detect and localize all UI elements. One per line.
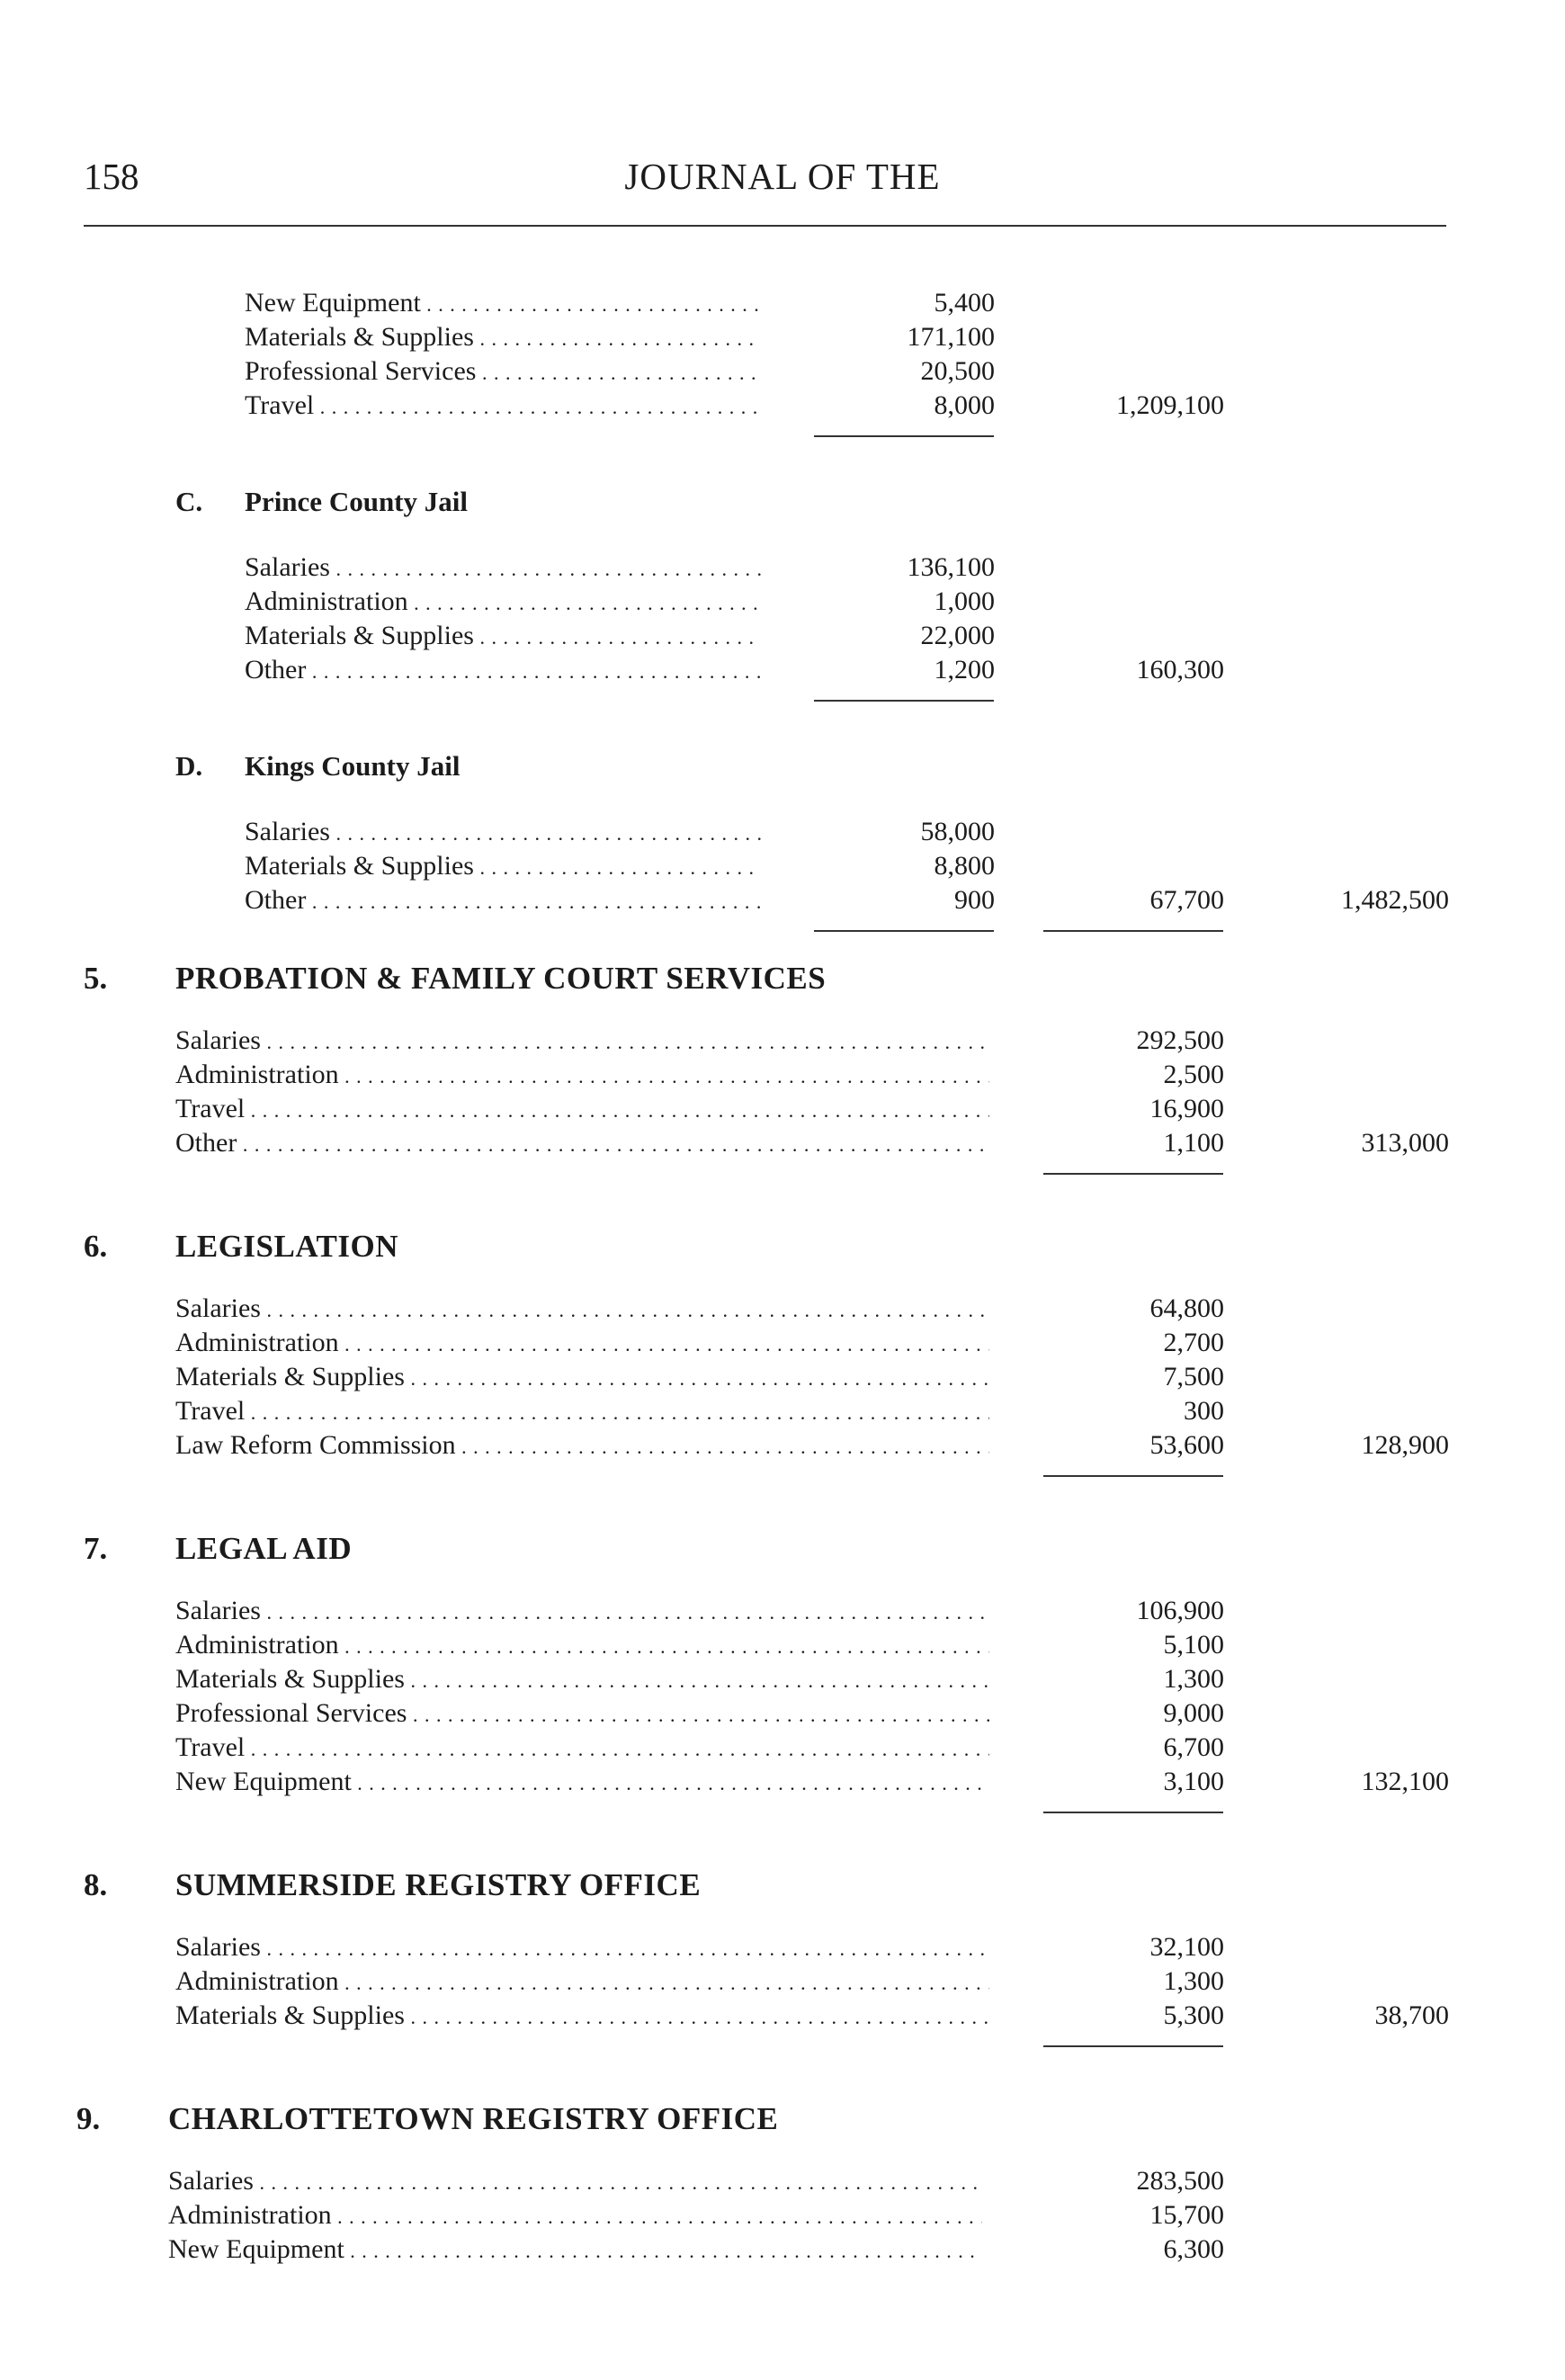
line-item-label: Salaries . . . bbox=[175, 1594, 989, 1630]
line-item-label: Administration . . . bbox=[245, 585, 762, 621]
line-item bbox=[0, 1024, 1565, 1058]
line-item-amount: 1,300 bbox=[1163, 1966, 1224, 1996]
section-8 bbox=[0, 1860, 1565, 2069]
total-rules bbox=[0, 1799, 1565, 1835]
line-item-label: Materials & Supplies . . . bbox=[245, 849, 762, 885]
line-item bbox=[0, 389, 1565, 423]
line-item bbox=[0, 2232, 1565, 2267]
line-item-label: Law Reform Commission . . . bbox=[175, 1428, 989, 1464]
section-heading bbox=[0, 1860, 1565, 1930]
line-item-amount: 1,100 bbox=[1163, 1128, 1224, 1158]
block-b-continued bbox=[0, 286, 1565, 459]
line-item bbox=[0, 1999, 1565, 2033]
column-rule bbox=[1043, 2045, 1223, 2047]
section-7 bbox=[0, 1524, 1565, 1835]
line-item-amount: 22,000 bbox=[920, 621, 995, 650]
line-item-label: Professional Services . . . bbox=[175, 1696, 989, 1732]
line-item-amount: 53,600 bbox=[1149, 1430, 1224, 1460]
line-item bbox=[0, 1662, 1565, 1696]
line-item-label: Salaries . . . bbox=[245, 815, 762, 851]
line-item-amount: 136,100 bbox=[907, 552, 995, 582]
line-item-label: Other . . . bbox=[245, 653, 762, 689]
line-item-label: Travel . . . bbox=[245, 389, 762, 425]
line-item-amount: 106,900 bbox=[1136, 1596, 1224, 1625]
line-item-label: Materials & Supplies . . . bbox=[245, 619, 762, 655]
line-item-amount: 15,700 bbox=[1149, 2200, 1224, 2230]
total-rules bbox=[0, 1160, 1565, 1196]
line-item-label: New Equipment . . . bbox=[245, 286, 762, 322]
line-item-amount: 6,700 bbox=[1163, 1732, 1224, 1762]
line-item bbox=[0, 1326, 1565, 1360]
subsection-title: Prince County Jail bbox=[245, 486, 468, 517]
line-item-label: New Equipment . . . bbox=[168, 2232, 982, 2268]
section-total-amount: 132,100 bbox=[1361, 1767, 1449, 1796]
section-heading bbox=[0, 2094, 1565, 2164]
column-rule bbox=[814, 930, 994, 932]
line-item bbox=[0, 320, 1565, 354]
line-item bbox=[0, 1428, 1565, 1463]
line-item-amount: 16,900 bbox=[1149, 1094, 1224, 1123]
line-item-amount: 2,700 bbox=[1163, 1328, 1224, 1357]
line-item-label: Salaries . . . bbox=[175, 1292, 989, 1328]
line-item-amount: 292,500 bbox=[1136, 1025, 1224, 1055]
line-item-label: Professional Services . . . bbox=[245, 354, 762, 390]
line-item bbox=[0, 354, 1565, 389]
total-rules bbox=[0, 2033, 1565, 2069]
line-item-amount: 5,300 bbox=[1163, 2000, 1224, 2030]
section-total-amount: 128,900 bbox=[1361, 1430, 1449, 1460]
line-item bbox=[0, 619, 1565, 653]
line-item-label: Materials & Supplies . . . bbox=[175, 1360, 989, 1396]
line-item-amount: 2,500 bbox=[1163, 1060, 1224, 1089]
line-item bbox=[0, 653, 1565, 687]
line-item-label: Administration . . . bbox=[175, 1326, 989, 1362]
line-item-amount: 1,300 bbox=[1163, 1664, 1224, 1694]
line-item bbox=[0, 1394, 1565, 1428]
line-item bbox=[0, 1126, 1565, 1160]
line-item bbox=[0, 1628, 1565, 1662]
section-9 bbox=[0, 2094, 1565, 2267]
line-item bbox=[0, 550, 1565, 585]
line-item-amount: 283,500 bbox=[1136, 2166, 1224, 2196]
line-item-label: Other . . . bbox=[245, 883, 762, 919]
line-item-amount: 5,400 bbox=[934, 288, 995, 318]
journal-title: JOURNAL OF THE bbox=[624, 156, 941, 197]
line-item bbox=[0, 883, 1565, 917]
line-item-label: Salaries . . . bbox=[175, 1024, 989, 1060]
line-item-amount: 20,500 bbox=[920, 356, 995, 386]
line-item-label: Travel . . . bbox=[175, 1092, 989, 1128]
subtotal-amount: 160,300 bbox=[1136, 655, 1224, 684]
section-title: PROBATION & FAMILY COURT SERVICES bbox=[175, 961, 827, 996]
section-title: LEGISLATION bbox=[175, 1229, 398, 1264]
line-item-label: New Equipment . . . bbox=[175, 1765, 989, 1801]
line-item bbox=[0, 1731, 1565, 1765]
section-heading bbox=[0, 1221, 1565, 1292]
subsection-title: Kings County Jail bbox=[245, 750, 461, 782]
line-item-label: Travel . . . bbox=[175, 1394, 989, 1430]
line-item-amount: 300 bbox=[1184, 1396, 1224, 1426]
line-item-label: Materials & Supplies . . . bbox=[175, 1662, 989, 1698]
line-item bbox=[0, 1058, 1565, 1092]
column-rule bbox=[1043, 1173, 1223, 1175]
line-item-amount: 5,100 bbox=[1163, 1630, 1224, 1660]
line-item-amount: 6,300 bbox=[1163, 2234, 1224, 2264]
line-item bbox=[0, 1964, 1565, 1999]
line-item bbox=[0, 1594, 1565, 1628]
grand-total-amount: 1,482,500 bbox=[1341, 885, 1449, 915]
section-6 bbox=[0, 1221, 1565, 1499]
line-item-amount: 32,100 bbox=[1149, 1932, 1224, 1962]
section-number: 5. bbox=[84, 961, 108, 996]
line-item bbox=[0, 1930, 1565, 1964]
line-item-label: Administration . . . bbox=[168, 2198, 982, 2234]
column-rule bbox=[1043, 1812, 1223, 1813]
line-item bbox=[0, 2198, 1565, 2232]
line-item-label: Travel . . . bbox=[175, 1731, 989, 1767]
line-item-amount: 8,800 bbox=[934, 851, 995, 881]
subsection-letter: C. bbox=[175, 486, 203, 517]
section-number: 8. bbox=[84, 1867, 108, 1902]
page-number: 158 bbox=[84, 156, 139, 197]
appropriations-content bbox=[0, 286, 1565, 2267]
column-rule bbox=[814, 700, 994, 702]
line-item-amount: 9,000 bbox=[1163, 1698, 1224, 1728]
line-item-label: Administration . . . bbox=[175, 1964, 989, 2000]
section-total-amount: 38,700 bbox=[1374, 2000, 1449, 2030]
line-item-amount: 900 bbox=[954, 885, 995, 915]
line-item-amount: 64,800 bbox=[1149, 1293, 1224, 1323]
header-divider bbox=[84, 225, 1446, 227]
line-item bbox=[0, 1092, 1565, 1126]
total-rules bbox=[0, 917, 1565, 953]
section-number: 7. bbox=[84, 1531, 108, 1566]
subsection-letter: D. bbox=[175, 750, 203, 782]
section-heading bbox=[0, 953, 1565, 1024]
line-item bbox=[0, 286, 1565, 320]
line-item-amount: 7,500 bbox=[1163, 1362, 1224, 1391]
line-item-amount: 8,000 bbox=[934, 390, 995, 420]
column-rule bbox=[1043, 930, 1223, 932]
column-rule bbox=[814, 435, 994, 437]
line-item-amount: 58,000 bbox=[920, 817, 995, 846]
column-rule bbox=[1043, 1475, 1223, 1477]
section-number: 6. bbox=[84, 1229, 108, 1264]
line-item-amount: 1,200 bbox=[934, 655, 995, 684]
section-title: CHARLOTTETOWN REGISTRY OFFICE bbox=[168, 2101, 779, 2136]
block-d bbox=[0, 743, 1565, 953]
line-item-label: Salaries . . . bbox=[175, 1930, 989, 1966]
line-item-label: Administration . . . bbox=[175, 1628, 989, 1664]
subsection-heading bbox=[0, 479, 1565, 550]
section-total-amount: 313,000 bbox=[1361, 1128, 1449, 1158]
line-item-label: Salaries . . . bbox=[168, 2164, 982, 2200]
section-heading bbox=[0, 1524, 1565, 1594]
line-item-label: Materials & Supplies . . . bbox=[245, 320, 762, 356]
section-title: SUMMERSIDE REGISTRY OFFICE bbox=[175, 1867, 702, 1902]
line-item-amount: 171,100 bbox=[907, 322, 995, 352]
line-item-amount: 3,100 bbox=[1163, 1767, 1224, 1796]
line-item bbox=[0, 849, 1565, 883]
subsection-heading bbox=[0, 743, 1565, 815]
line-item-label: Other . . . bbox=[175, 1126, 989, 1162]
line-item-label: Materials & Supplies . . . bbox=[175, 1999, 989, 2035]
line-item bbox=[0, 1765, 1565, 1799]
line-item bbox=[0, 585, 1565, 619]
total-rules bbox=[0, 687, 1565, 723]
total-rules bbox=[0, 423, 1565, 459]
line-item bbox=[0, 2164, 1565, 2198]
line-item bbox=[0, 815, 1565, 849]
subtotal-amount: 67,700 bbox=[1149, 885, 1224, 915]
line-item-label: Salaries . . . bbox=[245, 550, 762, 586]
line-item bbox=[0, 1360, 1565, 1394]
total-rules bbox=[0, 1463, 1565, 1499]
section-title: LEGAL AID bbox=[175, 1531, 353, 1566]
section-5 bbox=[0, 953, 1565, 1196]
line-item-amount: 1,000 bbox=[934, 586, 995, 616]
section-number: 9. bbox=[76, 2101, 101, 2136]
block-c bbox=[0, 479, 1565, 723]
page-header bbox=[0, 0, 1565, 234]
line-item-label: Administration . . . bbox=[175, 1058, 989, 1094]
subtotal-amount: 1,209,100 bbox=[1116, 390, 1224, 420]
line-item bbox=[0, 1696, 1565, 1731]
line-item bbox=[0, 1292, 1565, 1326]
